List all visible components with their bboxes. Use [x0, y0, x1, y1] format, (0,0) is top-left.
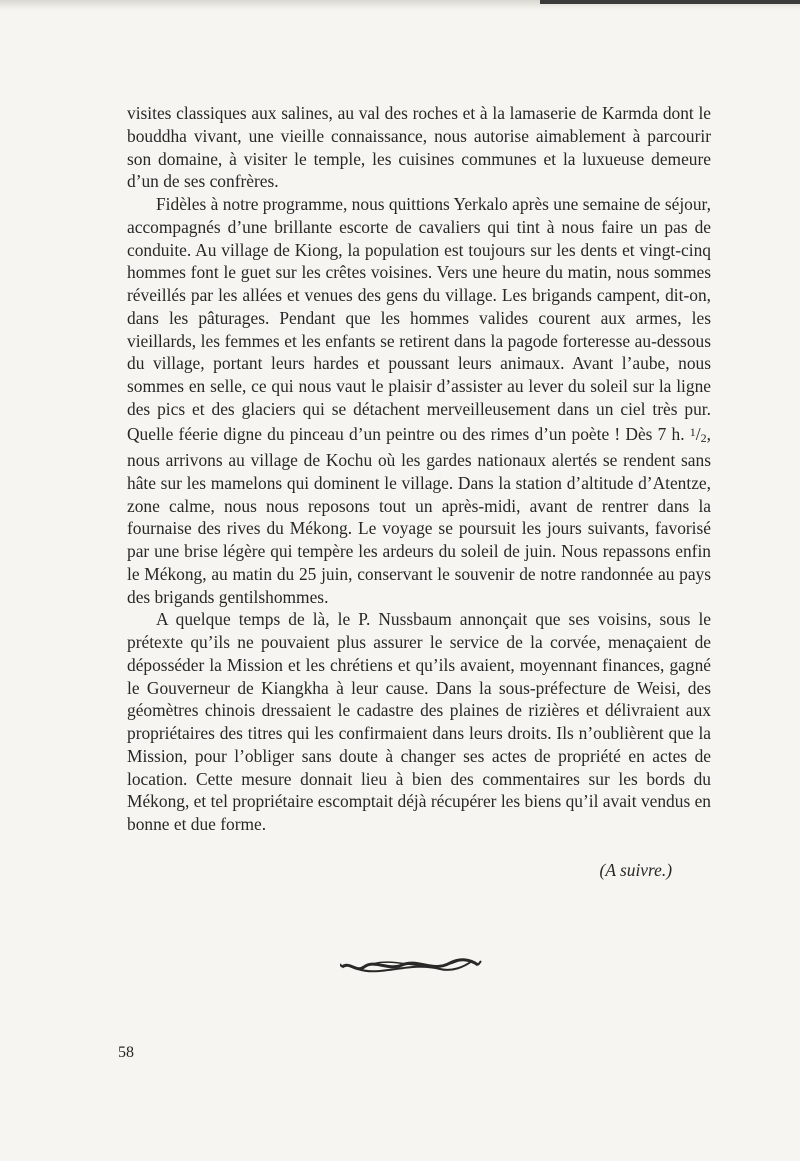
scan-top-edge	[0, 0, 800, 10]
paragraph-3: A quelque temps de là, le P. Nussbaum annonçait que ses voisins, sous le prétexte qu’ils ne pouvaient plus assurer le service de la corvée, menaçaient de déposséder la Mission et les chrétiens et qu’ils avaient, moyennant finances, gagné le Gouverneur de Kiangkha à leur cause. Dans la sous-préfecture de Weisi, des géomètres chinois dressaient le cadastre des plaines de rizières et délivraient aux propriétaires des titres qui les confirmaient dans leurs droits. Ils n’oublièrent que la Mission, pour l’obliger sans doute à changer ses actes de propriété en actes de location. Cette mesure donnait lieu à bien des commentaires sur les bords du Mékong, et tel propriétaire escomptait déjà récupérer les biens qu’il avait vendus en bonne et due forme.	[127, 609, 711, 835]
continuation-note: (A suivre.)	[599, 860, 672, 880]
page-number: 58	[118, 1044, 134, 1061]
paragraph-2-head: Fidèles à notre programme, nous quittions Yerkalo après une semaine de séjour, accompagnés d’une brillante escorte de cavaliers qui tint à nous faire un pas de conduite. Au village de Kiong, la population est toujours sur les dents et vingt-cinq hommes font le guet sur les crêtes voisines. Vers une heure du matin, nous sommes réveillés par les allées et venues des gens du village. Les brigands campent, dit-on, dans les pâturages. Pendant que les hommes valides courent aux armes, les vieillards, les femmes et les enfants se retirent dans la pagode forteresse au-dessous du village, portant leurs hardes et poussant leurs animaux. Avant l’aube, nous sommes en selle, ce qui nous vaut le plaisir d’assister au lever du soleil sur la ligne des pics et des glaciers qui se détachent merveilleusement dans un ciel très pur. Quelle féerie digne du pinceau d’un peintre ou des rimes d’un poète ! Dès 7 h.	[127, 194, 711, 444]
scroll-flourish-icon	[340, 953, 482, 977]
paragraph-2: Fidèles à notre programme, nous quittions Yerkalo après une semaine de séjour, accompagnés d’une brillante escorte de cavaliers qui tint à nous faire un pas de conduite. Au village de Kiong, la population est toujours sur les dents et vingt-cinq hommes font le guet sur les crêtes voisines. Vers une heure du matin, nous sommes réveillés par les allées et venues des gens du village. Les brigands campent, dit-on, dans les pâturages. Pendant que les hommes valides courent aux armes, les vieillards, les femmes et les enfants se retirent dans la pagode forteresse au-dessous du village, portant leurs hardes et poussant leurs animaux. Avant l’aube, nous sommes en selle, ce qui nous vaut le plaisir d’assister au lever du soleil sur la ligne des pics et des glaciers qui se détachent merveilleusement dans un ciel très pur. Quelle féerie digne du pinceau d’un peintre ou des rimes d’un poète ! Dès 7 h. $^1$/2, nous arrivons au village de Kochu où les gardes nationaux alertés se rendent sans hâte sur les mamelons qui dominent le village. Dans la station d’altitude d’Atentze, zone calme, nous nous reposons tout un après-midi, avant de rentrer dans la fournaise des rives du Mékong. Le voyage se poursuit les jours suivants, favorisé par une brise légère qui tempère les ardeurs du soleil de juin. Nous repassons enfin le Mékong, au matin du 25 juin, conservant le souvenir de notre randonnée au pays des brigands gentilshommes.	[127, 194, 711, 607]
fraction-numerator: 1	[689, 424, 696, 439]
fraction-denominator: 2	[700, 430, 707, 445]
article-text	[127, 102, 711, 836]
paragraph-2-tail: , nous arrivons au village de Kochu où les gardes nationaux alertés se rendent sans hâte sur les mamelons qui dominent le village. Dans la station d’altitude d’Atentze, zone calme, nous nous reposons tout un après-midi, avant de rentrer dans la fournaise des rives du Mékong. Le voyage se poursuit les jours suivants, favorisé par une brise légère qui tempère les ardeurs du soleil de juin. Nous repassons enfin le Mékong, au matin du 25 juin, conservant le souvenir de notre randonnée au pays des brigands gentilshommes.	[127, 423, 711, 607]
paragraph-1: visites classiques aux salines, au val des roches et à la lamaserie de Karmda dont le bouddha vivant, une vieille connaissance, nous autorise aimablement à parcourir son domaine, à visiter le temple, les cuisines communes et la luxueuse demeure d’un de ses confrères.	[127, 103, 711, 192]
